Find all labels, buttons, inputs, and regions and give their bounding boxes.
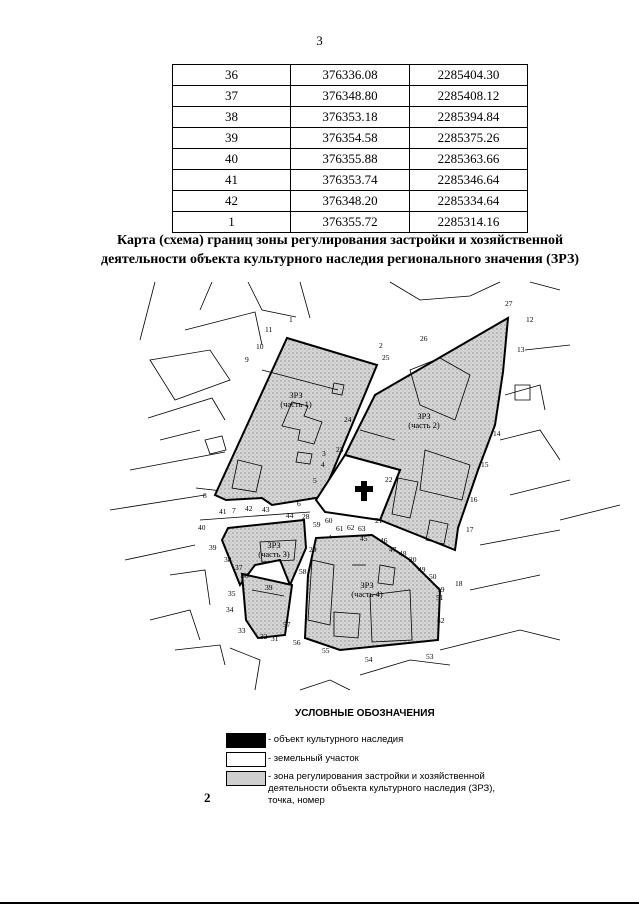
map-point-number: 51	[436, 593, 444, 602]
point-number-cell: 41	[173, 170, 291, 191]
map-point-number: 4	[321, 460, 325, 469]
map-point-number: 16	[470, 495, 478, 504]
zone-1-label: ЗРЗ	[289, 390, 303, 400]
legend-parcel-text: - земельный участок	[268, 753, 359, 764]
legend-zone-line-3: точка, номер	[268, 795, 325, 806]
map-point-number: 61	[336, 524, 344, 533]
point-number-cell: 39	[173, 128, 291, 149]
y-coordinate-cell: 2285314.16	[409, 212, 527, 233]
map-point-number: 34	[226, 605, 234, 614]
map-point-number: 8	[203, 491, 207, 500]
x-coordinate-cell: 376353.18	[291, 107, 410, 128]
point-number-cell: 36	[173, 65, 291, 86]
legend-zone-line-1: - зона регулирования застройки и хозяйственной	[268, 771, 485, 782]
map-point-number: 1	[289, 315, 293, 324]
map-point-number: 13	[517, 345, 525, 354]
map-point-number: 36	[241, 571, 249, 580]
x-coordinate-cell: 376355.72	[291, 212, 410, 233]
map-point-number: 44	[286, 511, 294, 520]
map-point-number: 2	[379, 341, 383, 350]
point-number-cell: 37	[173, 86, 291, 107]
map-point-number: 14	[493, 429, 501, 438]
map-point-number: 5	[313, 476, 317, 485]
map-point-number: 39	[209, 543, 217, 552]
map-point-number: 20	[409, 555, 417, 564]
map-point-number: 57	[283, 620, 291, 629]
legend-zone-swatch	[226, 771, 266, 786]
map-point-number: 62	[347, 523, 355, 532]
legend-point-number-sample: 2	[204, 790, 211, 805]
map-point-number: 3	[322, 449, 326, 458]
map-point-number: 39	[265, 583, 273, 592]
point-number-cell: 38	[173, 107, 291, 128]
map-point-number: 41	[219, 507, 227, 516]
legend-zone-text	[268, 771, 495, 807]
map-point-number: 12	[526, 315, 534, 324]
map-point-number: 50	[429, 572, 437, 581]
map-point-number: 21	[375, 516, 383, 525]
legend-heritage-text: - объект культурного наследия	[268, 734, 404, 745]
y-coordinate-cell: 2285408.12	[409, 86, 527, 107]
legend-heritage-swatch	[226, 733, 266, 748]
map-point-number: 32	[260, 632, 268, 641]
zone-2-label: ЗРЗ	[417, 411, 431, 421]
map-point-number: 19	[437, 585, 445, 594]
zone-4-label: ЗРЗ	[360, 580, 374, 590]
zone-part-3	[222, 520, 306, 638]
map-point-number: 54	[365, 655, 373, 664]
x-coordinate-cell: 376355.88	[291, 149, 410, 170]
map-title-line-1: Карта (схема) границ зоны регулирования застройки и хозяйственной	[116, 233, 564, 248]
map-point-number: 29	[309, 545, 317, 554]
point-number-cell: 42	[173, 191, 291, 212]
page-bottom-rule	[0, 902, 639, 904]
map-point-number: 42	[245, 504, 253, 513]
map-point-number: 15	[481, 460, 489, 469]
x-coordinate-cell: 376348.80	[291, 86, 410, 107]
map-point-number: 56	[293, 638, 301, 647]
map-point-number: 43	[262, 505, 270, 514]
map-point-number: 52	[437, 616, 445, 625]
map-point-number: 24	[344, 415, 352, 424]
x-coordinate-cell: 376353.74	[291, 170, 410, 191]
x-coordinate-cell: 376354.58	[291, 128, 410, 149]
map-point-number: 18	[455, 579, 463, 588]
map-point-number: 35	[228, 589, 236, 598]
page-number: 3	[316, 33, 323, 48]
y-coordinate-cell: 2285334.64	[409, 191, 527, 212]
y-coordinate-cell: 2285346.64	[409, 170, 527, 191]
map-point-number: 17	[466, 525, 474, 534]
zone-4-sublabel: (часть 4)	[351, 589, 383, 599]
map-point-number: 47	[389, 545, 397, 554]
map-point-number: 22	[385, 475, 393, 484]
map-point-number: 49	[418, 565, 426, 574]
y-coordinate-cell: 2285375.26	[409, 128, 527, 149]
legend-zone-line-2: деятельности объекта культурного наследия (ЗРЗ),	[268, 783, 496, 794]
map-point-number: 60	[325, 516, 333, 525]
map-point-number: 31	[271, 634, 279, 643]
map-point-number: 58	[299, 567, 307, 576]
map-point-number: 28	[302, 512, 310, 521]
map-point-number: 37	[235, 563, 243, 572]
map-point-number: 10	[256, 342, 264, 351]
point-number-cell: 1	[173, 212, 291, 233]
point-number-cell: 40	[173, 149, 291, 170]
map-point-number: 9	[245, 355, 249, 364]
map-point-number: 53	[426, 652, 434, 661]
map-point-number: 6	[297, 499, 301, 508]
map-point-number: 38	[224, 555, 232, 564]
map-point-number: 63	[358, 524, 366, 533]
map-point-number: 7	[232, 506, 236, 515]
zone-1-sublabel: (часть 1)	[280, 399, 312, 409]
y-coordinate-cell: 2285404.30	[409, 65, 527, 86]
map-point-number: 23	[336, 445, 344, 454]
map-point-number: 26	[420, 334, 428, 343]
map-point-number: 45	[360, 534, 368, 543]
legend-parcel-swatch	[226, 752, 266, 767]
map-title-line-2: деятельности объекта культурного наследия регионального значения (ЗРЗ)	[101, 252, 579, 267]
map-point-number: 48	[399, 549, 407, 558]
zone-3-sublabel: (часть 3)	[258, 549, 290, 559]
x-coordinate-cell: 376348.20	[291, 191, 410, 212]
zone-2-sublabel: (часть 2)	[408, 420, 440, 430]
y-coordinate-cell: 2285363.66	[409, 149, 527, 170]
legend-title: УСЛОВНЫЕ ОБОЗНАЧЕНИЯ	[295, 708, 435, 719]
map-point-number: 33	[238, 626, 246, 635]
map-point-number: 27	[505, 299, 513, 308]
x-coordinate-cell: 376336.08	[291, 65, 410, 86]
map-point-number: 55	[322, 646, 330, 655]
zone-3-label: ЗРЗ	[267, 540, 281, 550]
y-coordinate-cell: 2285394.84	[409, 107, 527, 128]
map-point-number: 46	[380, 536, 388, 545]
map-point-number: 40	[198, 523, 206, 532]
map-point-number: 25	[382, 353, 390, 362]
map-point-number: 59	[313, 520, 321, 529]
map-point-number: 11	[265, 325, 273, 334]
